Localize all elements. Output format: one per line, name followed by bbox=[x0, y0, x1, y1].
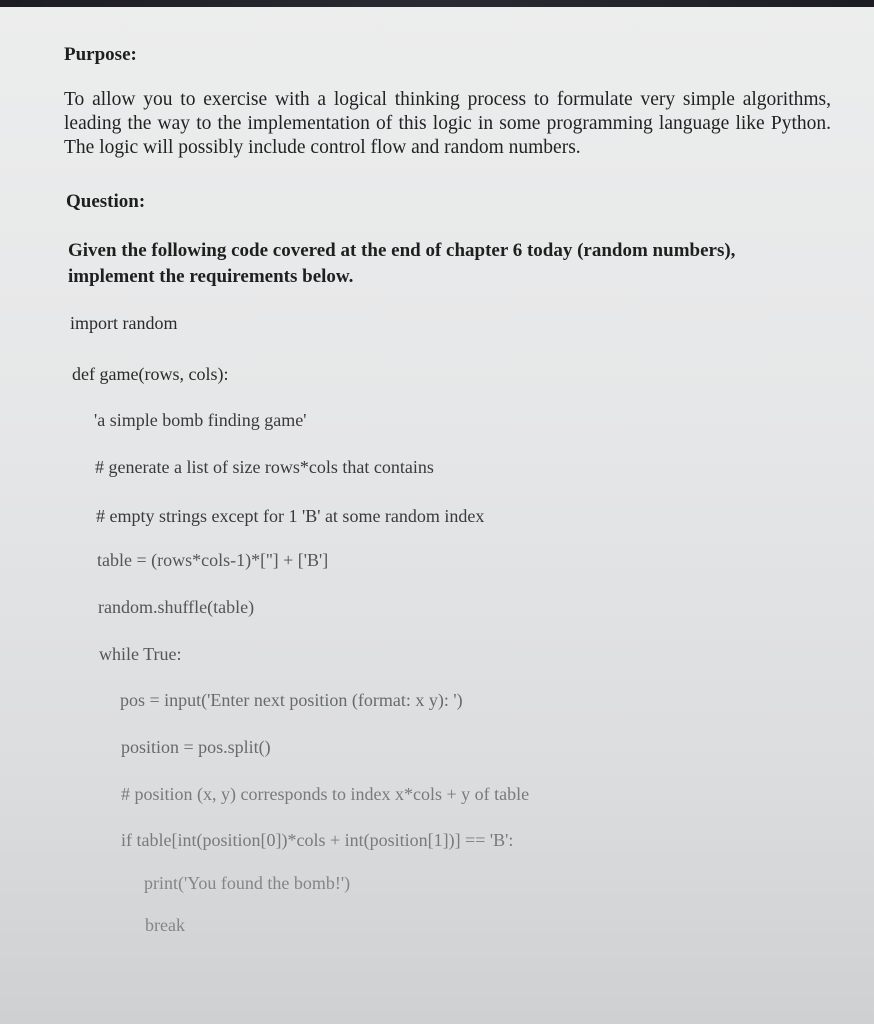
purpose-heading: Purpose: bbox=[64, 44, 137, 65]
code-line-if: if table[int(position[0])*cols + int(position[1])] == 'B': bbox=[121, 830, 514, 850]
code-line-while: while True: bbox=[99, 644, 182, 664]
code-line-print: print('You found the bomb!') bbox=[144, 873, 351, 893]
question-text: Given the following code covered at the end of chapter 6 today (random numbers), implement the requirements below. bbox=[68, 240, 736, 287]
code-line-table: table = (rows*cols-1)*[''] + ['B'] bbox=[97, 550, 329, 570]
code-line-comment-1: # generate a list of size rows*cols that contains bbox=[95, 457, 434, 477]
code-line-break: break bbox=[145, 915, 185, 935]
code-line-split: position = pos.split() bbox=[121, 737, 271, 757]
question-heading: Question: bbox=[66, 191, 146, 212]
code-line-def: def game(rows, cols): bbox=[72, 364, 229, 384]
code-line-import: import random bbox=[70, 313, 178, 333]
code-line-input: pos = input('Enter next position (format: x y): ') bbox=[120, 690, 463, 710]
purpose-text: To allow you to exercise with a logical thinking process to formulate very simple algorithms, leading the way to the implementation of this logic in some programming language like Python. The logic will possibly include control flow and random numbers. bbox=[64, 89, 831, 158]
code-line-comment-2: # empty strings except for 1 'B' at some random index bbox=[96, 506, 485, 526]
code-line-shuffle: random.shuffle(table) bbox=[98, 597, 255, 617]
code-line-comment-3: # position (x, y) corresponds to index x*cols + y of table bbox=[121, 784, 530, 804]
code-line-docstring: 'a simple bomb finding game' bbox=[94, 410, 307, 430]
